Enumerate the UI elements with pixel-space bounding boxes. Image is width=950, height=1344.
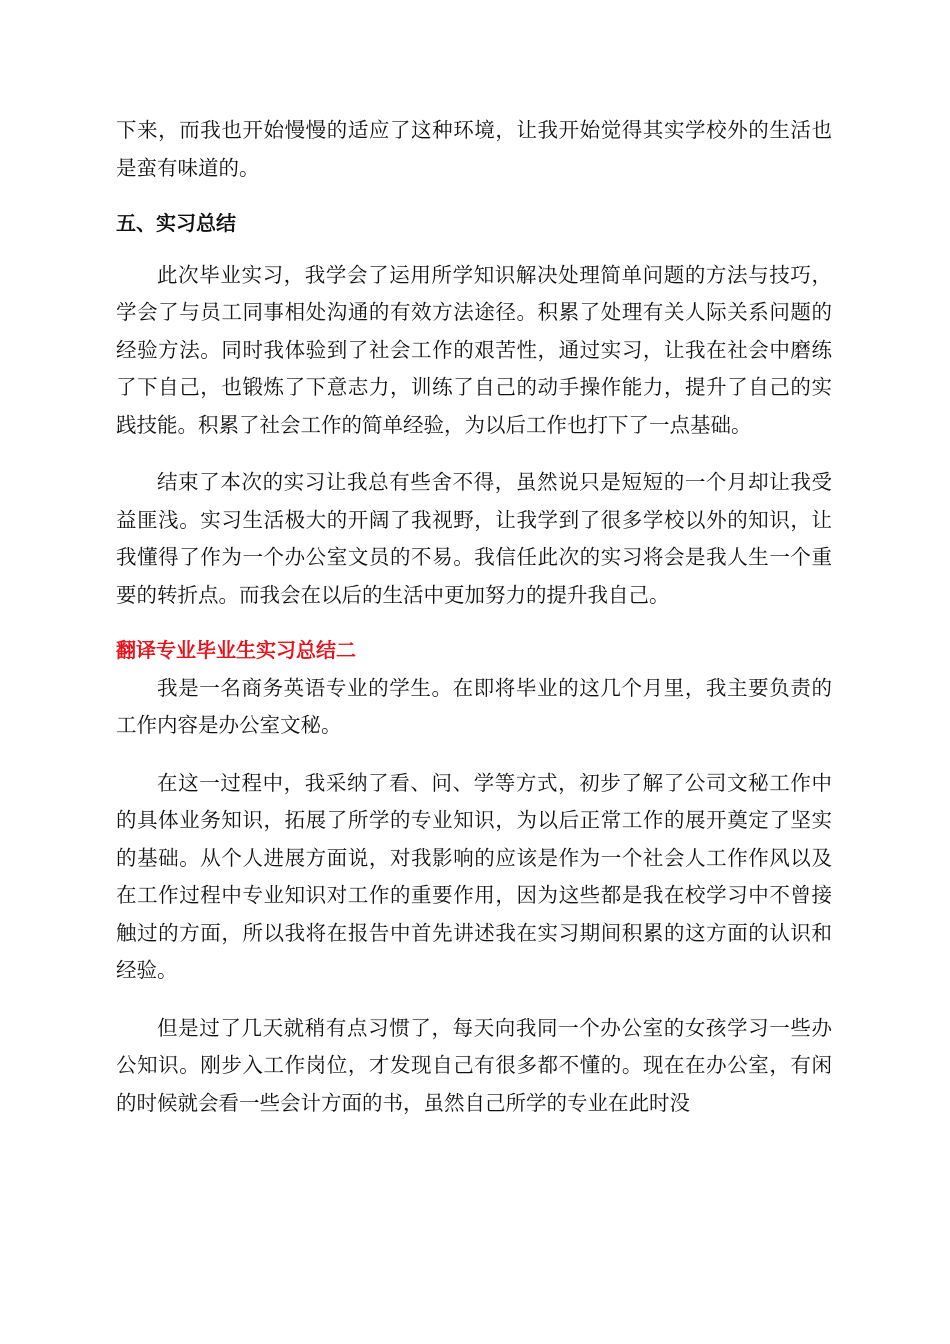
part-two-paragraph-2: 在这一过程中，我采纳了看、问、学等方式，初步了解了公司文秘工作中的具体业务知识，拓展了所学的专业知识，为以后正常工作的展开奠定了坚实的基础。从个人进展方面说，对我影响的应该是作为一个社会人工作作风以及在工作过程中专业知识对工作的重要作用，因为这些都是我在校学习中不曾接触过的方面，所以我将在报告中首先讲述我在实习期间积累的这方面的认识和经验。	[116, 770, 832, 982]
part-two-paragraph-1: 我是一名商务英语专业的学生。在即将毕业的这几个月里，我主要负责的工作内容是办公室文秘。	[116, 675, 832, 737]
part-two-title: 翻译专业毕业生实习总结二	[116, 638, 356, 662]
document-page	[116, 112, 832, 1122]
summary-paragraph-1: 此次毕业实习，我学会了运用所学知识解决处理简单问题的方法与技巧，学会了与员工同事相处沟通的有效方法途径。积累了处理有关人际关系问题的经验方法。同时我体验到了社会工作的艰苦性，通过实习，让我在社会中磨练了下自己，也锻炼了下意志力，训练了自己的动手操作能力，提升了自己的实践技能。积累了社会工作的简单经验，为以后工作也打下了一点基础。	[116, 262, 832, 437]
section-heading-summary: 五、实习总结	[116, 211, 236, 235]
continuation-paragraph: 下来，而我也开始慢慢的适应了这种环境，让我开始觉得其实学校外的生活也是蛮有味道的。	[116, 118, 832, 180]
summary-paragraph-2: 结束了本次的实习让我总有些舍不得，虽然说只是短短的一个月却让我受益匪浅。实习生活极大的开阔了我视野，让我学到了很多学校以外的知识，让我懂得了作为一个办公室文员的不易。我信任此次的实习将会是我人生一个重要的转折点。而我会在以后的生活中更加努力的提升我自己。	[116, 470, 832, 607]
part-two-paragraph-3: 但是过了几天就稍有点习惯了，每天向我同一个办公室的女孩学习一些办公知识。刚步入工作岗位，才发现自己有很多都不懂的。现在在办公室，有闲的时候就会看一些会计方面的书，虽然自己所学的专业在此时没	[116, 1015, 832, 1115]
